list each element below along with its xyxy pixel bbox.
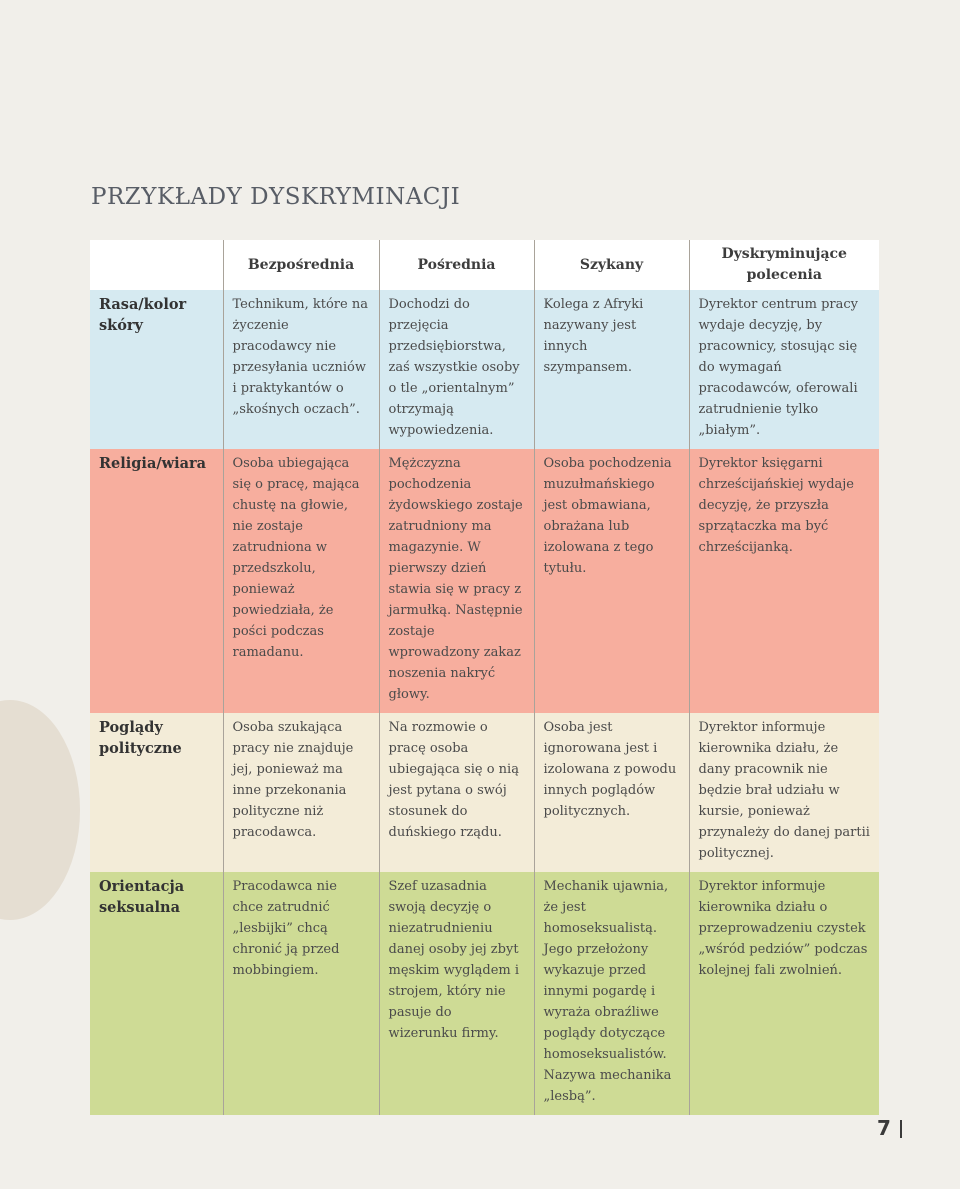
column-header-indirect: Pośrednia [379,240,534,290]
row-label: Poglądy polityczne [90,713,223,872]
table-cell: Osoba jest ignorowana jest i izolowana z powodu innych poglądów politycznych. [534,713,689,872]
row-label: Religia/wiara [90,449,223,713]
table-cell: Mężczyzna pochodzenia żydowskiego zostaje zatrudniony ma magazynie. W pierwszy dzień stawia się w pracy z jarmułką. Następnie zostaje wprowadzony zakaz noszenia nakryć głowy. [379,449,534,713]
table-cell: Na rozmowie o pracę osoba ubiegająca się o nią jest pytana o swój stosunek do duńskiego rządu. [379,713,534,872]
column-header-instructions: Dyskryminujące polecenia [689,240,879,290]
column-header-direct: Bezpośrednia [223,240,379,290]
table-cell: Dochodzi do przejęcia przedsiębiorstwa, zaś wszystkie osoby o tle „orientalnym” otrzymają wypowiedzenia. [379,290,534,449]
table-cell: Kolega z Afryki nazywany jest innych szympansem. [534,290,689,449]
paper-stain [0,700,80,920]
table-cell: Osoba pochodzenia muzułmańskiego jest obmawiana, obrażana lub izolowana z tego tytułu. [534,449,689,713]
page-number-divider [900,1120,902,1138]
table-cell: Dyrektor informuje kierownika działu o przeprowadzeniu czystek „wśród pedziów” podczas kolejnej fali zwolnień. [689,872,879,1115]
header-row [90,240,879,290]
table-row-religion [90,449,879,713]
table-cell: Osoba szukająca pracy nie znajduje jej, ponieważ ma inne przekonania polityczne niż pracodawca. [223,713,379,872]
table-cell: Pracodawca nie chce zatrudnić „lesbijki” chcą chronić ją przed mobbingiem. [223,872,379,1115]
discrimination-table [90,240,879,1115]
table-cell: Dyrektor centrum pracy wydaje decyzję, by pracownicy, stosując się do wymagań pracodawców, oferowali zatrudnienie tylko „białym”. [689,290,879,449]
table-cell: Dyrektor informuje kierownika działu, że dany pracownik nie będzie brał udziału w kursie, ponieważ przynależy do danej partii politycznej. [689,713,879,872]
table-cell: Dyrektor księgarni chrześcijańskiej wydaje decyzję, że przyszła sprzątaczka ma być chrześcijanką. [689,449,879,713]
table-cell: Osoba ubiegająca się o pracę, mająca chustę na głowie, nie zostaje zatrudniona w przedszkolu, ponieważ powiedziała, że pości podczas ramadanu. [223,449,379,713]
table-row-race [90,290,879,449]
table-cell: Szef uzasadnia swoją decyzję o niezatrudnieniu danej osoby jej zbyt męskim wyglądem i strojem, który nie pasuje do wizerunku firmy. [379,872,534,1115]
row-label: Orientacja seksualna [90,872,223,1115]
table-row-sexual-orientation [90,872,879,1115]
table-cell: Technikum, które na życzenie pracodawcy nie przesyłania uczniów i praktykantów o „skośnych oczach”. [223,290,379,449]
table-row-political-views [90,713,879,872]
page-number: 7 [877,1116,891,1140]
page-title: PRZYKŁADY DYSKRYMINACJI [91,184,461,210]
table-cell: Mechanik ujawnia, że jest homoseksualistą. Jego przełożony wykazuje przed innymi pogardę i wyraża obraźliwe poglądy dotyczące homoseksualistów. Nazywa mechanika „lesbą”. [534,872,689,1115]
column-header-harassment: Szykany [534,240,689,290]
corner-cell [90,240,223,290]
row-label: Rasa/kolor skóry [90,290,223,449]
